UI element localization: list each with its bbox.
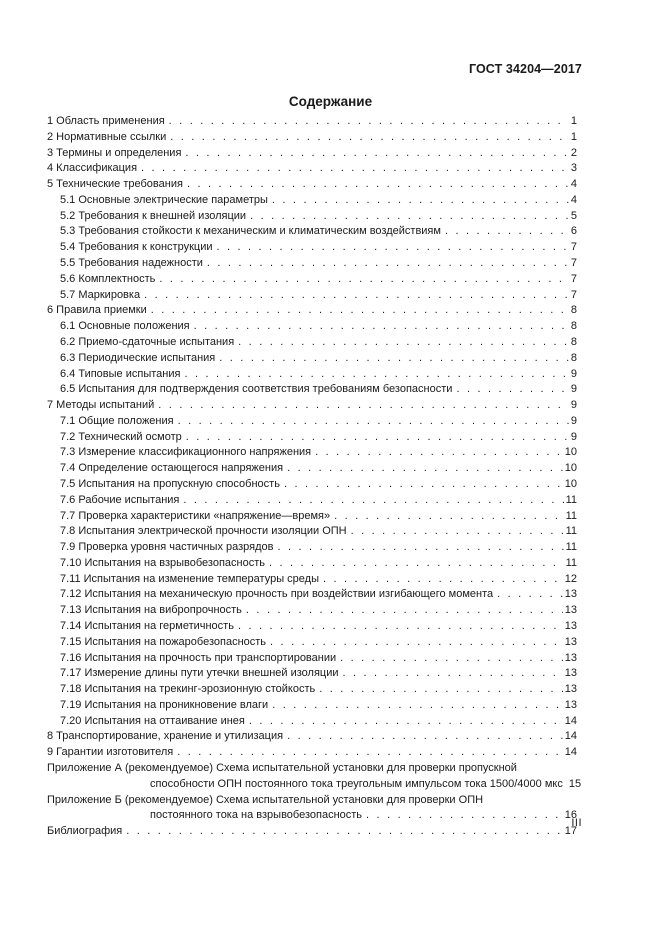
toc-entry-page: 9	[570, 399, 577, 412]
toc-entry-page: 7	[570, 257, 577, 270]
toc-entry-title: 6.5 Испытания для подтверждения соответствия требованиям безопасности	[60, 383, 453, 396]
toc-entry-page: 4	[570, 178, 577, 191]
toc-entry-page: 13	[564, 683, 577, 696]
appendix-continuation-text: способности ОПН постоянного тока треугольным импульсом тока 1500/4000 мкс	[150, 777, 563, 790]
toc-entry-title: 7.6 Рабочие испытания	[60, 493, 180, 506]
toc-entry[interactable]	[47, 256, 577, 272]
toc-entry-title: 7.14 Испытания на герметичность	[60, 620, 234, 632]
toc-entry-page: 12	[564, 572, 577, 585]
toc-entry-title: 4 Классификация	[47, 162, 138, 175]
toc-entry-title: 7.19 Испытания на проникновение влаги	[60, 698, 269, 711]
toc-entry[interactable]	[47, 414, 577, 430]
toc-entry-page: 8	[570, 304, 577, 317]
toc-entry-title: 7.15 Испытания на пожаробезопасность	[60, 635, 267, 648]
dot-leader	[272, 698, 563, 714]
dot-leader	[158, 398, 569, 414]
toc-entry-page: 4	[570, 193, 577, 206]
toc-entry-title: 7.8 Испытания электрической прочности изоляции ОПН	[60, 525, 347, 538]
dot-leader	[238, 335, 569, 351]
dot-leader	[246, 603, 563, 619]
toc-entry-title: 7.12 Испытания на механическую прочность при воздействии изгибающего момента	[60, 588, 494, 601]
toc-entry-page: 14	[564, 746, 577, 759]
dot-leader	[238, 619, 563, 635]
toc-entry[interactable]	[47, 493, 577, 509]
toc-entry[interactable]	[47, 114, 577, 130]
toc-entry-title: 7.10 Испытания на взрывобезопасность	[60, 556, 265, 569]
dot-leader	[278, 540, 564, 556]
dot-leader	[186, 430, 569, 446]
appendix-continuation-text: постоянного тока на взрывобезопасность	[150, 809, 363, 822]
toc-entry[interactable]	[47, 682, 577, 698]
toc-entry-page: 2	[570, 146, 577, 159]
dot-leader	[151, 303, 569, 319]
toc-appendix-entry[interactable]	[47, 761, 582, 793]
toc-entry[interactable]	[47, 303, 577, 319]
toc-entry-page: 14	[564, 714, 577, 727]
toc-entry[interactable]	[47, 698, 577, 714]
toc-entry-page: 16	[564, 809, 577, 822]
toc-entry-title: 9 Гарантии изготовителя	[47, 746, 174, 759]
dot-leader	[319, 682, 563, 698]
toc-entry[interactable]	[47, 477, 577, 493]
toc-entry-page: 17	[564, 825, 577, 838]
toc-entry-page: 5	[570, 209, 577, 222]
toc-entry-page: 8	[570, 351, 577, 364]
toc-entry[interactable]	[47, 540, 577, 556]
toc-entry[interactable]	[47, 603, 577, 619]
toc-entry-page: 11	[565, 493, 577, 506]
toc-entry-title: Библиография	[47, 825, 123, 838]
toc-appendix-entry[interactable]	[47, 793, 577, 825]
dot-leader	[284, 477, 563, 493]
toc-entry-page: 11	[565, 509, 577, 522]
toc-entry-title: 2 Нормативные ссылки	[47, 130, 167, 143]
dot-leader	[249, 714, 563, 730]
dot-leader	[351, 524, 564, 540]
toc-entry-page: 13	[564, 635, 577, 648]
dot-leader	[269, 556, 564, 572]
dot-leader	[250, 209, 569, 225]
dot-leader	[445, 224, 569, 240]
toc-entry-page: 13	[564, 620, 577, 632]
toc-entry-page: 3	[570, 162, 577, 175]
dot-leader	[287, 461, 563, 477]
toc-entry-page: 9	[570, 430, 577, 443]
toc-entry-page: 9	[570, 414, 577, 427]
toc-entry-title: 7.13 Испытания на вибропрочность	[60, 604, 242, 617]
toc-entry[interactable]	[47, 587, 577, 603]
dot-leader	[334, 509, 564, 525]
dot-leader	[456, 382, 568, 398]
dot-leader	[126, 824, 563, 840]
dot-leader	[183, 493, 563, 509]
toc-entry-title: 8 Транспортирование, хранение и утилизация	[47, 730, 284, 743]
table-of-contents	[47, 114, 582, 840]
dot-leader	[323, 572, 563, 588]
toc-entry-title: 6 Правила приемки	[47, 304, 147, 317]
appendix-title-line: Приложение Б (рекомендуемое) Схема испытательной установки для проверки ОПН	[47, 793, 484, 806]
toc-entry[interactable]	[47, 367, 577, 383]
toc-entry-page: 11	[565, 556, 577, 569]
toc-entry-page: 13	[564, 667, 577, 680]
toc-entry-title: 7.9 Проверка уровня частичных разрядов	[60, 541, 274, 554]
toc-entry-title: 7 Методы испытаний	[47, 399, 155, 412]
toc-entry-title: 6.2 Приемо-сдаточные испытания	[60, 335, 235, 348]
toc-entry[interactable]	[47, 335, 577, 351]
toc-entry[interactable]	[47, 382, 577, 398]
dot-leader	[343, 666, 563, 682]
toc-entry-page: 10	[564, 462, 577, 475]
toc-entry-title: 7.3 Измерение классификационного напряжения	[60, 446, 312, 459]
toc-entry-page: 9	[570, 367, 577, 380]
toc-entry-title: 5.2 Требования к внешней изоляции	[60, 209, 247, 222]
toc-entry-title: 7.20 Испытания на оттаивание инея	[60, 714, 245, 727]
toc-entry-title: 1 Область применения	[47, 115, 165, 127]
toc-entry[interactable]	[47, 177, 577, 193]
toc-entry-page: 13	[564, 651, 577, 664]
dot-leader	[497, 587, 563, 603]
dot-leader	[270, 635, 563, 651]
toc-entry-page: 15	[568, 777, 582, 790]
appendix-title-continuation	[47, 777, 582, 793]
toc-entry[interactable]	[47, 461, 577, 477]
toc-entry[interactable]	[47, 430, 577, 446]
dot-leader	[287, 729, 563, 745]
dot-leader	[184, 367, 568, 383]
toc-entry-page: 6	[570, 225, 577, 238]
dot-leader	[178, 414, 569, 430]
toc-entry-page: 1	[570, 115, 577, 127]
toc-entry[interactable]	[47, 130, 577, 146]
toc-entry-title: 7.5 Испытания на пропускную способность	[60, 477, 280, 490]
toc-entry[interactable]	[47, 288, 577, 304]
toc-entry-title: 6.4 Типовые испытания	[60, 367, 181, 380]
toc-entry[interactable]	[47, 272, 577, 288]
toc-entry[interactable]	[47, 619, 577, 635]
toc-entry-page: 7	[570, 241, 577, 254]
toc-entry-title: 7.4 Определение остающегося напряжения	[60, 462, 284, 475]
toc-entry-title: 6.1 Основные положения	[60, 320, 190, 333]
dot-leader	[340, 651, 563, 667]
toc-entry[interactable]	[47, 729, 577, 745]
toc-entry-page: 7	[570, 288, 577, 301]
toc-entry-page: 11	[565, 541, 577, 554]
toc-entry-title: 7.7 Проверка характеристики «напряжение—время»	[60, 509, 331, 522]
toc-entry-title: 7.1 Общие положения	[60, 414, 174, 427]
toc-entry-page: 7	[570, 272, 577, 285]
toc-entry[interactable]	[47, 556, 577, 572]
toc-entry[interactable]	[47, 351, 577, 367]
toc-entry-title: 5.5 Требования надежности	[60, 257, 203, 270]
dot-leader	[187, 177, 569, 193]
dot-leader	[159, 272, 569, 288]
appendix-title-line: Приложение А (рекомендуемое) Схема испытательной установки для проверки пропускной	[47, 762, 517, 775]
toc-entry-title: 5.3 Требования стойкости к механическим и климатическим воздействиям	[60, 225, 441, 238]
toc-entry-title: 7.11 Испытания на изменение температуры среды	[60, 572, 319, 585]
toc-entry-title: 7.17 Измерение длины пути утечки внешней изоляции	[60, 667, 339, 680]
dot-leader	[194, 319, 569, 335]
toc-entry[interactable]	[47, 651, 577, 667]
toc-entry-page: 8	[570, 335, 577, 348]
toc-entry-title: 7.18 Испытания на трекинг-эрозионную стойкость	[60, 683, 316, 696]
page-title: Содержание	[288, 94, 373, 109]
dot-leader	[315, 445, 563, 461]
dot-leader	[170, 130, 569, 146]
toc-entry[interactable]	[47, 193, 577, 209]
toc-entry-title: 6.3 Периодические испытания	[60, 351, 216, 364]
toc-entry-page: 13	[564, 604, 577, 617]
toc-entry-page: 9	[570, 383, 577, 396]
toc-entry-title: 5.6 Комплектность	[60, 272, 156, 285]
dot-leader	[216, 240, 568, 256]
dot-leader	[366, 808, 563, 824]
toc-entry-title: 7.2 Технический осмотр	[60, 430, 182, 443]
toc-entry-title: 5 Технические требования	[47, 178, 183, 191]
toc-entry[interactable]	[47, 209, 577, 225]
toc-entry-bibliography[interactable]	[47, 824, 577, 840]
dot-leader	[272, 193, 569, 209]
dot-leader	[185, 146, 568, 162]
toc-entry[interactable]	[47, 714, 577, 730]
document-id: ГОСТ 34204—2017	[468, 62, 582, 76]
toc-entry[interactable]	[47, 572, 577, 588]
toc-entry-title: 7.16 Испытания на прочность при транспортировании	[60, 651, 337, 664]
toc-entry-page: 14	[564, 730, 577, 743]
toc-entry-page: 1	[570, 130, 577, 143]
toc-entry-title: 5.1 Основные электрические параметры	[60, 193, 268, 206]
dot-leader	[169, 114, 569, 130]
toc-entry-title: 5.4 Требования к конструкции	[60, 241, 213, 254]
toc-entry[interactable]	[47, 398, 577, 414]
page-number: III	[571, 817, 582, 829]
toc-entry[interactable]	[47, 445, 577, 461]
toc-entry-page: 11	[565, 525, 577, 538]
toc-entry-title: 5.7 Маркировка	[60, 288, 141, 301]
dot-leader	[144, 288, 569, 304]
toc-entry-title: 3 Термины и определения	[47, 146, 182, 159]
toc-entry[interactable]	[47, 240, 577, 256]
dot-leader	[141, 161, 569, 177]
toc-entry-page: 13	[564, 588, 577, 601]
dot-leader	[177, 745, 563, 761]
dot-leader	[219, 351, 569, 367]
toc-entry[interactable]	[47, 224, 577, 240]
toc-entry[interactable]	[47, 146, 577, 162]
toc-entry-page: 10	[564, 446, 577, 459]
toc-entry[interactable]	[47, 524, 577, 540]
toc-entry[interactable]	[47, 509, 577, 525]
toc-entry-page: 8	[570, 320, 577, 333]
toc-entry[interactable]	[47, 745, 577, 761]
toc-entry[interactable]	[47, 319, 577, 335]
toc-entry-page: 10	[564, 477, 577, 490]
dot-leader	[207, 256, 569, 272]
toc-entry[interactable]	[47, 161, 577, 177]
appendix-title-continuation	[47, 808, 577, 824]
toc-entry[interactable]	[47, 635, 577, 651]
toc-entry-page: 13	[564, 698, 577, 711]
toc-entry[interactable]	[47, 666, 577, 682]
